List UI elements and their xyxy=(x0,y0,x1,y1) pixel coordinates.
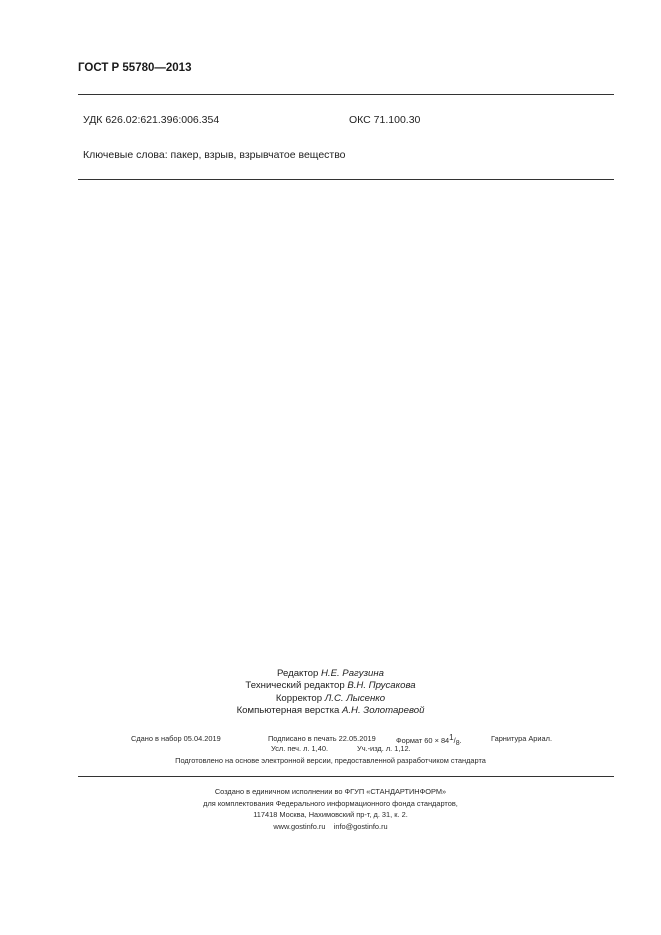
credit-corrector xyxy=(0,693,661,705)
credit-tech-editor-label: Технический редактор xyxy=(245,680,345,692)
print-typeface: Гарнитура Ариал. xyxy=(491,734,553,743)
print-prepared-note: Подготовлено на основе электронной версии, предоставленной разработчиком стандарта xyxy=(175,756,486,765)
publisher-address: 117418 Москва, Нахимовский пр-т, д. 31, к. 2. xyxy=(253,810,408,820)
credit-corrector-name: Л.С. Лысенко xyxy=(324,692,386,704)
credits-block xyxy=(0,668,661,718)
top-divider xyxy=(78,94,614,95)
document-code: ГОСТ Р 55780—2013 xyxy=(78,62,192,74)
publisher-line-2: для комплектования Федерального информационного фонда стандартов, xyxy=(203,798,458,808)
credit-tech-editor xyxy=(0,680,661,692)
credit-editor xyxy=(0,668,661,680)
classification-divider xyxy=(78,179,614,180)
print-format-prefix: Формат 60 × 84 xyxy=(396,736,450,745)
print-submitted: Сдано в набор 05.04.2019 xyxy=(131,734,221,743)
credit-layout-name: А.Н. Золотаревой xyxy=(341,705,425,717)
print-publishing-sheets: Уч.-изд. л. 1,12. xyxy=(357,744,411,753)
print-sheets: Усл. печ. л. 1,40. xyxy=(271,744,328,753)
publisher-email[interactable]: info@gostinfo.ru xyxy=(333,821,388,831)
publisher-website[interactable]: www.gostinfo.ru xyxy=(273,821,326,831)
credit-editor-label: Редактор xyxy=(277,668,319,679)
publisher-line-1: Создано в единичном исполнении во ФГУП «СТАНДАРТИНФОРМ» xyxy=(214,787,447,796)
print-format-denominator: 8 xyxy=(455,740,460,747)
print-format-slash: / xyxy=(453,736,456,745)
print-format-numerator: 1 xyxy=(449,733,454,742)
publisher-contacts xyxy=(0,821,661,833)
credit-corrector-label: Корректор xyxy=(275,692,323,704)
publisher-block xyxy=(0,786,661,832)
credit-layout xyxy=(0,705,661,717)
credit-tech-editor-name: В.Н. Прусакова xyxy=(347,680,416,692)
print-signed: Подписано в печать 22.05.2019 xyxy=(268,734,376,743)
credit-editor-name: Н.Е. Рагузина xyxy=(320,668,384,679)
print-format-end: . xyxy=(459,736,462,745)
credit-layout-label: Компьютерная верстка xyxy=(236,705,340,717)
publisher-divider xyxy=(78,776,614,777)
oks-code: ОКС 71.100.30 xyxy=(349,114,421,126)
udk-code: УДК 626.02:621.396:006.354 xyxy=(83,114,220,126)
keywords: Ключевые слова: пакер, взрыв, взрывчатое вещество xyxy=(83,149,346,161)
